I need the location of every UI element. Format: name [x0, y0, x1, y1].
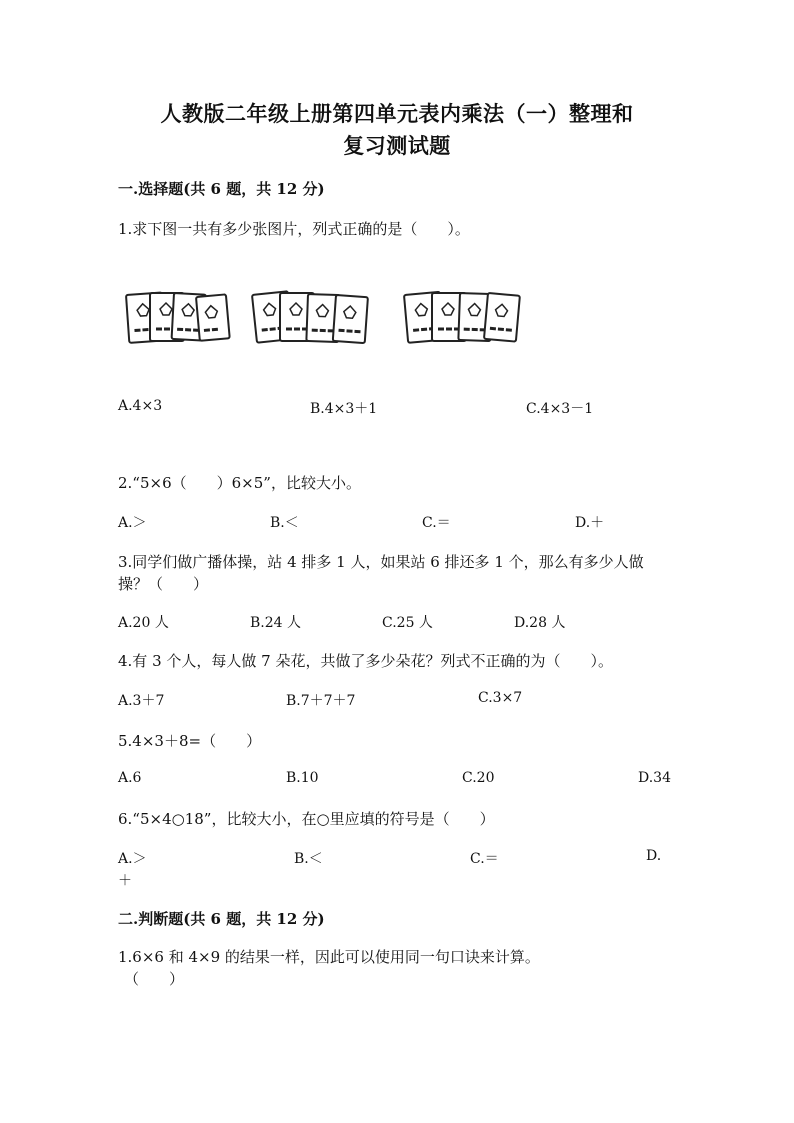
question-2-option-a: A.＞ [118, 515, 147, 531]
question-5-option-a: A.6 [118, 770, 142, 786]
question-1-option-c: C.4×3－1 [526, 401, 594, 417]
question-2-option-c: C.＝ [422, 515, 451, 531]
question-5-option-b: B.10 [286, 770, 319, 786]
page-title-line1: 人教版二年级上册第四单元表内乘法（一）整理和 [160, 101, 634, 126]
question-1-option-b: B.4×3＋1 [310, 401, 378, 417]
question-4-option-b: B.7＋7＋7 [286, 693, 356, 709]
question-6-stem: 6.“5×4○18”，比较大小，在○里应填的符号是（ ） [118, 810, 495, 828]
question-1-figure [118, 285, 538, 360]
question-4-stem: 4.有 3 个人，每人做 7 朵花，共做了多少朵花？列式不正确的为（ ）。 [118, 652, 613, 670]
card-group-3 [400, 285, 530, 355]
question-3-option-b: B.24 人 [250, 615, 302, 631]
card-picture-icon [333, 295, 368, 343]
question-5-option-d: D.34 [638, 770, 671, 786]
judgment-1-stem-line1: 1.6×6 和 4×9 的结果一样，因此可以使用同一句口诀来计算。 [118, 948, 540, 966]
section-heading-choice: 一.选择题(共 6 题，共 12 分) [118, 180, 325, 198]
question-1-stem: 1.求下图一共有多少张图片，列式正确的是（ ）。 [118, 220, 470, 238]
question-3-stem-line2: 操？（ ） [118, 575, 209, 593]
question-4-option-c: C.3×7 [478, 690, 523, 706]
page-title-line2: 复习测试题 [343, 133, 451, 158]
question-6-option-a: A.＞ [118, 851, 147, 867]
question-3-option-d: D.28 人 [514, 615, 566, 631]
question-5-option-c: C.20 [462, 770, 495, 786]
question-6-option-b: B.＜ [294, 851, 323, 867]
question-2-option-b: B.＜ [270, 515, 299, 531]
card-group-2 [248, 285, 378, 355]
card-group-1 [122, 285, 232, 355]
question-4-option-a: A.3＋7 [118, 693, 165, 709]
judgment-1-stem-line2: （ ） [124, 970, 185, 988]
question-2-stem: 2.“5×6（ ）6×5”，比较大小。 [118, 474, 361, 492]
question-6-option-d-wrap: ＋ [118, 873, 132, 889]
question-6-option-d: D. [646, 848, 662, 864]
question-3-option-a: A.20 人 [118, 615, 169, 631]
question-1-option-a: A.4×3 [118, 398, 163, 414]
question-6-option-c: C.＝ [470, 851, 499, 867]
section-heading-judgment: 二.判断题(共 6 题，共 12 分) [118, 910, 325, 928]
question-3-stem-line1: 3.同学们做广播体操，站 4 排多 1 人，如果站 6 排还多 1 个，那么有多少人做 [118, 553, 644, 571]
card-picture-icon [484, 293, 520, 342]
question-2-option-d: D.＋ [575, 515, 605, 531]
card-picture-icon [196, 294, 230, 340]
question-5-stem: 5.4×3＋8=（ ） [118, 732, 262, 750]
question-3-option-c: C.25 人 [382, 615, 433, 631]
